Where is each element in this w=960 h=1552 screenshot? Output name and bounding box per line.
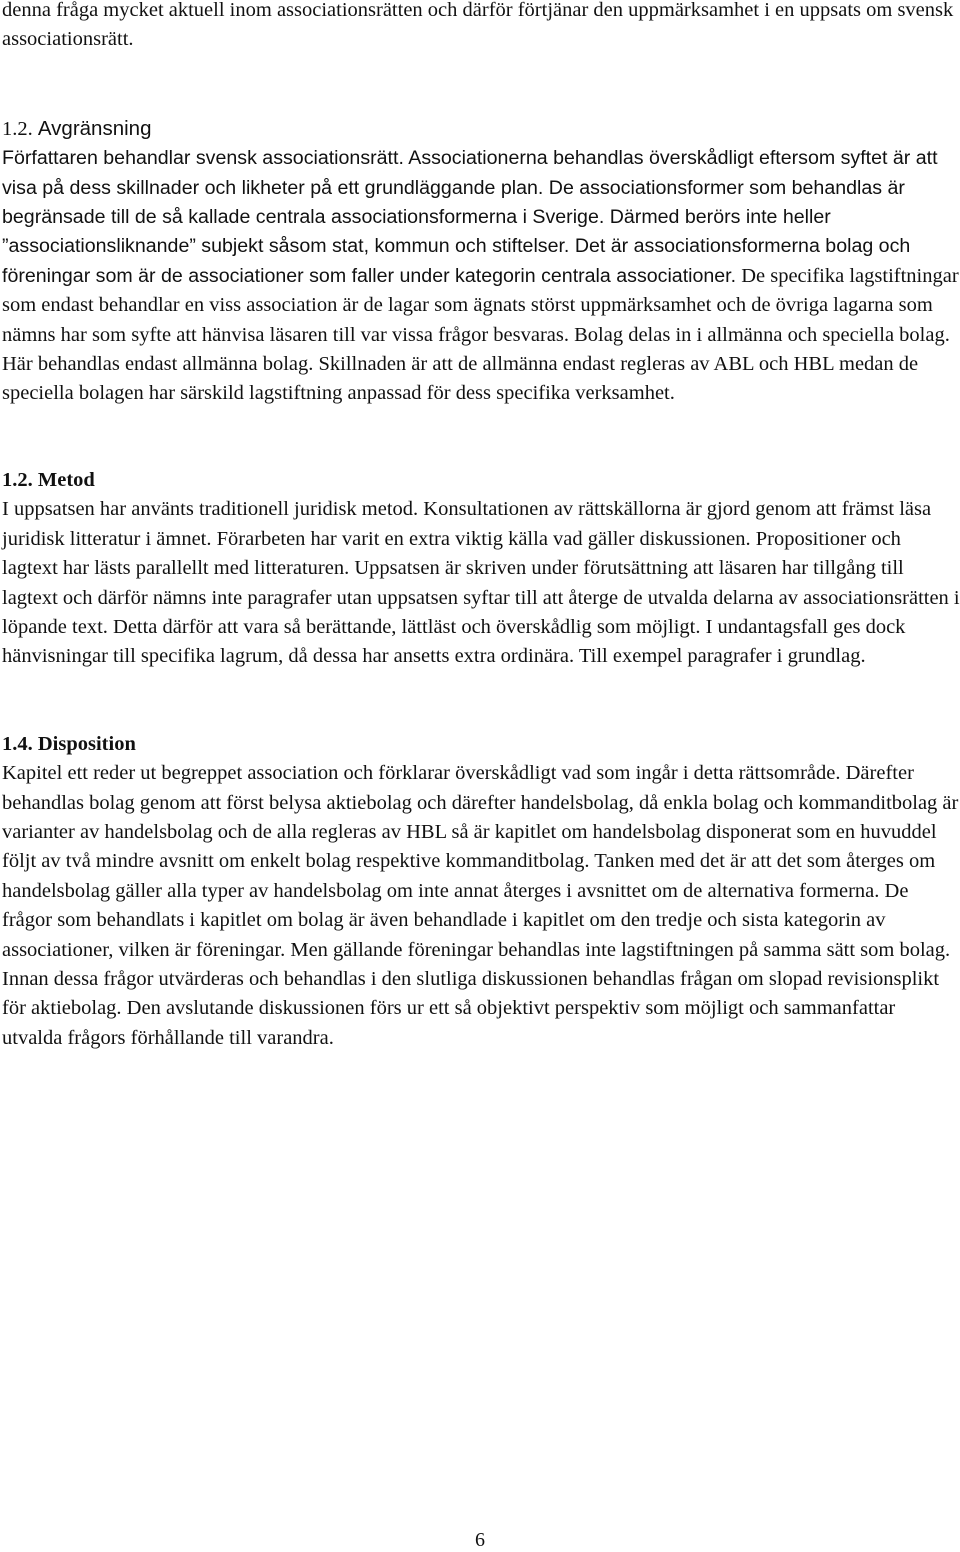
intro-paragraph: denna fråga mycket aktuell inom associationsrätten och därför förtjänar den uppmärksamhet i en uppsats om svensk associationsrätt. <box>2 0 954 51</box>
section-title: Avgränsning <box>37 116 152 140</box>
page-number: 6 <box>475 1529 485 1551</box>
section-heading-metod: 1.2. Metod <box>2 468 95 491</box>
section-number: 1.2. <box>2 117 33 140</box>
section-spacer <box>2 409 960 466</box>
avgransning-text-sans: Författaren behandlar svensk associationsrätt. Associationerna behandlas överskådligt eftersom syftet är att visa på dess skillnader och likheter på ett grundläggande plan. De associationsformer som behandlas är begränsade till de så kallade centrala associationsformerna i Sverige. Därmed berörs inte heller ”associationsliknande” subjekt såsom stat, kommun och stiftelser. Det är associationsformerna bolag och föreningar som är de associationer som faller under kategorin centrala associationer. <box>2 147 938 287</box>
disposition-paragraph: Kapitel ett reder ut begreppet association och förklarar överskådligt vad som ingår i detta rättsområde. Därefter behandlas bolag genom att först belysa aktiebolag och därefter handelsbolag, då enkla bolag och kommanditbolag är varianter av handelsbolag och de alla regleras av HBL så är kapitlet om handelsbolag disponerat som en huvuddel följt av två mindre avsnitt om enkelt bolag respektive kommanditbolag. Tanken med det är att det som återges om handelsbolag gäller alla typer av handelsbolag om inte annat återges i avsnittet om de alternativa formerna. De frågor som behandlats i kapitlet om bolag är även behandlade i kapitlet om den tredje och sista kategorin av associationer, vilken är föreningar. Men gällande föreningar behandlas inte lagstiftningen på samma sätt som bolag. Innan dessa frågor utvärderas och behandlas i den slutliga diskussionen behandlas frågan om slopad revisionsplikt för aktiebolag. Den avslutande diskussionen förs ur ett så objektivt perspektiv som möjligt och sammanfattar utvalda frågors förhållande till varandra. <box>2 762 959 1049</box>
section-heading-avgransning <box>2 114 960 144</box>
section-spacer <box>2 672 960 730</box>
section-heading-disposition: 1.4. Disposition <box>2 732 136 755</box>
avgransning-paragraph <box>2 144 960 409</box>
page-content <box>2 0 960 1053</box>
section-spacer <box>2 55 960 114</box>
metod-paragraph: I uppsatsen har använts traditionell juridisk metod. Konsultationen av rättskällorna är gjord genom att främst läsa juridisk litteratur i ämnet. Förarbeten har varit en extra viktig källa vad gäller diskussionen. Propositioner och lagtext har lästs parallellt med litteraturen. Uppsatsen är skriven under förutsättning att läsaren har tillgång till lagtext och därför nämns inte paragrafer utan uppsatsen syftar till att återge de utvalda delarna av associationsrätten i löpande text. Detta därför att vara så berättande, lättläst och överskådlig som möjligt. I undantagsfall ges dock hänvisningar till specifika lagrum, då dessa har ansetts extra ordinära. Till exempel paragrafer i grundlag. <box>2 498 960 668</box>
avgransning-text-serif: De specifika lagstiftningar som endast behandlar en viss association är de lagar som ägnats störst uppmärksamhet och de övriga lagarna som nämns har som syfte att hänvisa läsaren till var vissa frågor besvaras. Bolag delas in i allmänna och speciella bolag. Här behandlas endast allmänna bolag. Skillnaden är att de allmänna endast regleras av ABL och HBL medan de speciella bolagen har särskild lagstiftning anpassad för dess specifika verksamhet. <box>2 264 959 405</box>
